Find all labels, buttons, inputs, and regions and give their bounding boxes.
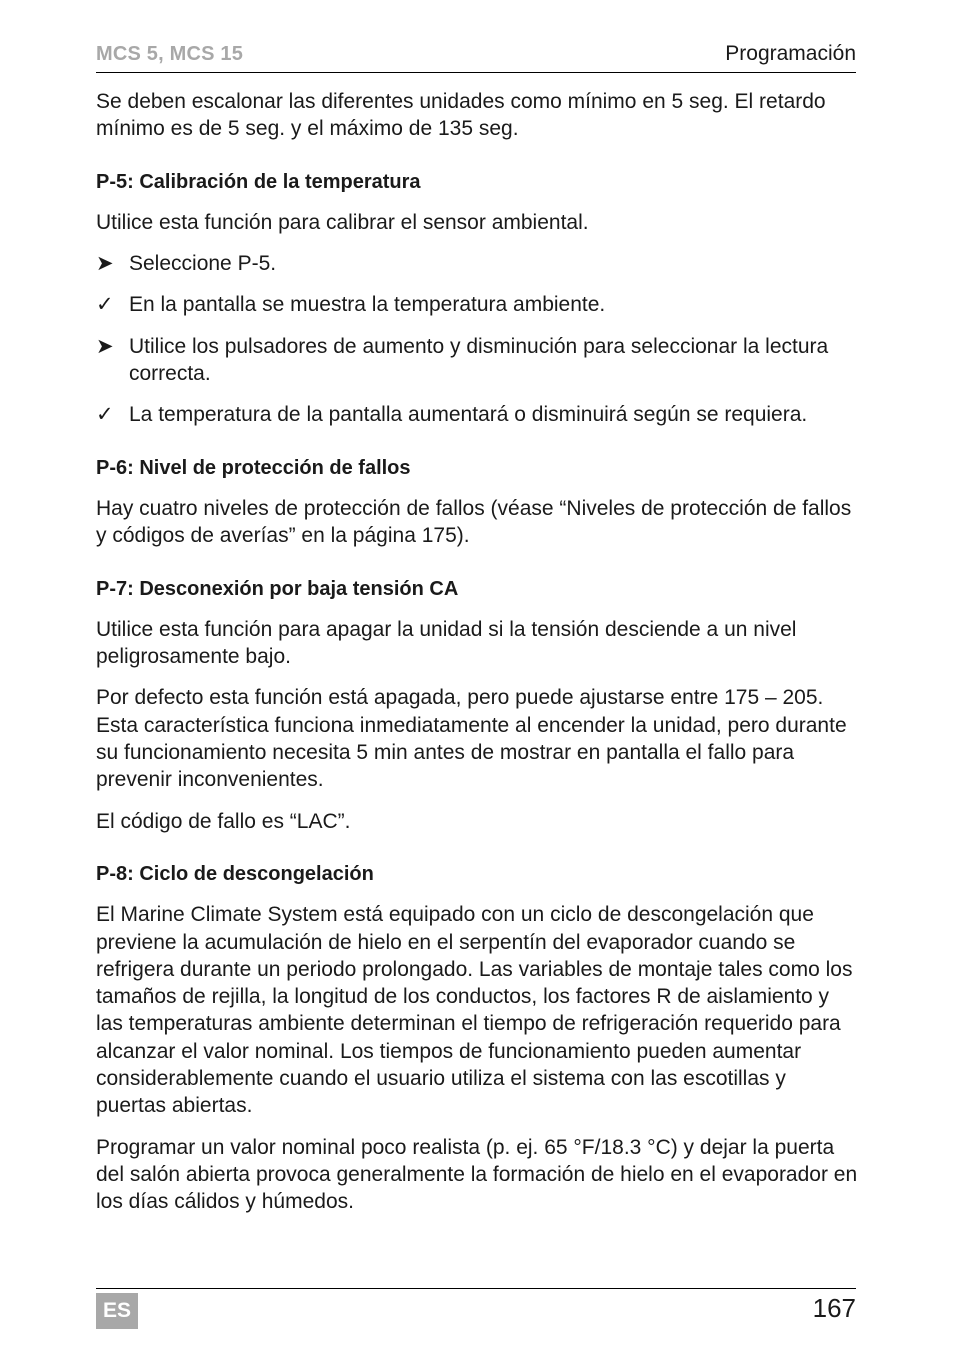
p5-heading: P-5: Calibración de la temperatura — [96, 170, 421, 193]
language-badge: ES — [96, 1293, 138, 1329]
check-icon: ✓ — [96, 293, 114, 317]
page-number: 167 — [812, 1293, 856, 1323]
p6-heading: P-6: Nivel de protección de fallos — [96, 456, 411, 479]
p6-paragraph: Hay cuatro niveles de protección de fallos (véase “Niveles de protección de fallos y códigos de averías” en la página 175). — [96, 496, 852, 548]
model-label: MCS 5, MCS 15 — [96, 43, 244, 65]
p8-paragraph-2: Programar un valor nominal poco realista (p. ej. 65 °F/18.3 °C) y dejar la puerta del salón abierta provoca generalmente la formación de hielo en el evaporador en los días cálidos y húmedos. — [96, 1135, 858, 1214]
p7-paragraph-3: El código de fallo es “LAC”. — [96, 809, 351, 833]
check-icon: ✓ — [96, 403, 114, 427]
arrow-icon: ➤ — [96, 334, 114, 358]
step-text: En la pantalla se muestra la temperatura ambiente. — [129, 293, 606, 317]
arrow-icon: ➤ — [96, 252, 114, 276]
step-text: La temperatura de la pantalla aumentará o disminuirá según se requiera. — [129, 403, 808, 427]
p5-step-3 — [96, 333, 858, 388]
section-title: Programación — [725, 42, 856, 65]
page-content — [96, 88, 858, 1230]
p5-step-1 — [96, 250, 858, 277]
p7-heading: P-7: Desconexión por baja tensión CA — [96, 577, 459, 600]
p7-paragraph-2: Por defecto esta función está apagada, pero puede ajustarse entre 175 – 205. Esta característica funciona inmediatamente al encender la unidad, pero durante su funcionamiento necesita 5 min antes de mostrar en pantalla el fallo para prevenir inconvenientes. — [96, 686, 847, 792]
p8-paragraph-1: El Marine Climate System está equipado con un ciclo de descongelación que previene la acumulación de hielo en el serpentín del evaporador cuando se refrigera durante un periodo prolongado. Las variables de montaje tales como los tamaños de rejilla, la longitud de los conductos, los factores R de aislamiento y las temperaturas ambiente determinan el tiempo de refrigeración requerido para alcanzar el valor nominal. Los tiempos de funcionamiento pueden aumentar considerablemente cuando el usuario utiliza el sistema con las escotillas y puertas abiertas. — [96, 903, 853, 1118]
page-header — [96, 40, 856, 73]
p5-step-2 — [96, 291, 858, 318]
p7-paragraph-1: Utilice esta función para apagar la unidad si la tensión desciende a un nivel peligrosamente bajo. — [96, 617, 797, 669]
step-text: Seleccione P-5. — [129, 252, 277, 276]
intro-paragraph: Se deben escalonar las diferentes unidades como mínimo en 5 seg. El retardo mínimo es de 5 seg. y el máximo de 135 seg. — [96, 90, 826, 141]
page-footer — [96, 1288, 856, 1331]
p8-heading: P-8: Ciclo de descongelación — [96, 862, 374, 885]
step-text: Utilice los pulsadores de aumento y disminución para seleccionar la lectura correcta. — [129, 334, 829, 386]
p5-paragraph: Utilice esta función para calibrar el sensor ambiental. — [96, 210, 589, 234]
p5-step-4 — [96, 401, 858, 428]
